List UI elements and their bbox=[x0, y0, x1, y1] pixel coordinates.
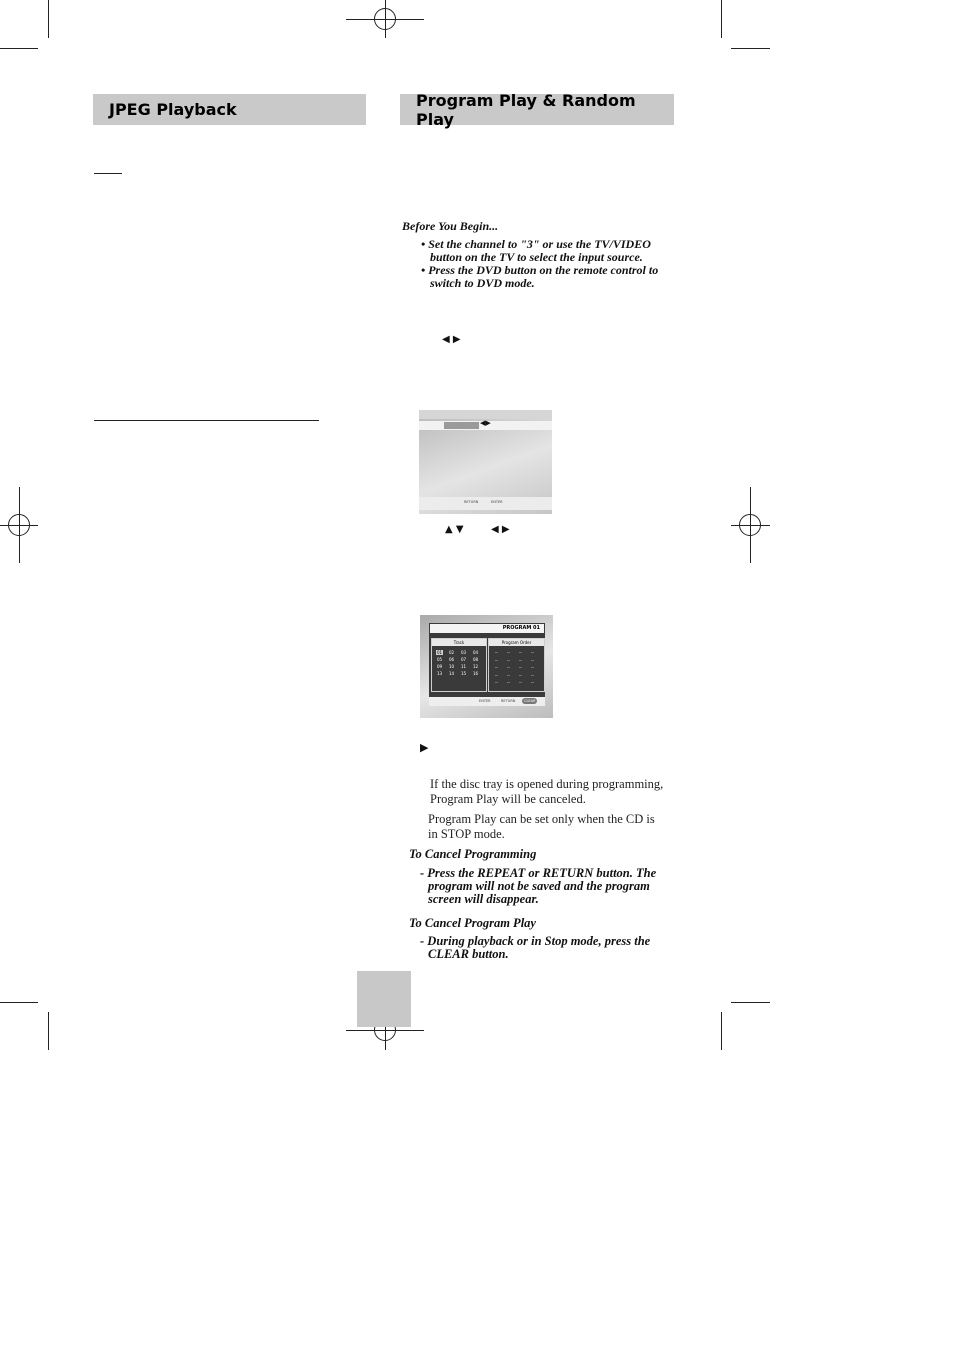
program-slot: -- bbox=[507, 680, 510, 685]
clear-footer-button: CLEAR bbox=[524, 699, 536, 703]
cancel-programming-text: - Press the REPEAT or RETURN button. The program will not be saved and the program screen will disappear. bbox=[420, 866, 657, 906]
screen-bottom-bar bbox=[419, 497, 552, 510]
left-right-arrows-icon: ◀ ▶ bbox=[442, 334, 461, 345]
program-slot: -- bbox=[519, 680, 522, 685]
option-arrows-icon: ◀▶ bbox=[480, 419, 491, 427]
program-slot: -- bbox=[507, 665, 510, 670]
program-slot: -- bbox=[519, 657, 522, 663]
jpeg-playback-header bbox=[93, 94, 366, 125]
program-slot: -- bbox=[531, 657, 534, 663]
short-divider bbox=[94, 173, 122, 174]
program-slot: -- bbox=[519, 672, 522, 678]
program-panel bbox=[429, 623, 545, 701]
track-number: 09 bbox=[437, 664, 443, 669]
program-slot: -- bbox=[507, 672, 510, 678]
program-footer-bar bbox=[429, 697, 545, 706]
jpeg-playback-title: JPEG Playback bbox=[109, 100, 237, 119]
program-order-box bbox=[488, 638, 545, 692]
track-number: 11 bbox=[461, 664, 467, 669]
track-box bbox=[431, 638, 487, 692]
program-slot: -- bbox=[495, 672, 498, 678]
program-slot: -- bbox=[519, 665, 522, 670]
track-number: 14 bbox=[449, 671, 455, 676]
program-slot: -- bbox=[531, 672, 534, 678]
track-number: 04 bbox=[473, 650, 479, 655]
track-number: 15 bbox=[461, 671, 467, 676]
cancel-programming-heading: To Cancel Programming bbox=[409, 847, 537, 861]
enter-label: ENTER bbox=[491, 500, 503, 504]
track-number: 12 bbox=[473, 664, 479, 669]
enter-footer-label: ENTER bbox=[479, 699, 491, 703]
return-label: RETURN bbox=[464, 500, 479, 504]
program-option-highlight bbox=[444, 422, 479, 429]
program-slot: -- bbox=[495, 665, 498, 670]
program-slot: -- bbox=[531, 665, 534, 670]
track-grid bbox=[436, 650, 484, 686]
program-title-bar bbox=[430, 624, 544, 633]
track-number: 02 bbox=[449, 650, 455, 655]
cancel-play-heading: To Cancel Program Play bbox=[409, 916, 536, 930]
return-footer-label: RETURN bbox=[501, 699, 516, 703]
track-number: 08 bbox=[473, 657, 479, 662]
program-mode-screen bbox=[419, 410, 552, 514]
note-stop-mode: Program Play can be set only when the CD is in STOP mode. bbox=[428, 812, 655, 841]
program-slot: -- bbox=[531, 680, 534, 685]
program-slot: -- bbox=[507, 650, 510, 655]
track-number: 05 bbox=[437, 657, 443, 662]
program-slot: -- bbox=[507, 657, 510, 663]
long-divider bbox=[94, 420, 319, 421]
program-title: PROGRAM 01 bbox=[502, 625, 540, 631]
track-number: 06 bbox=[449, 657, 455, 662]
note-tray-opened: If the disc tray is opened during programming, Program Play will be canceled. bbox=[430, 777, 664, 806]
track-number: 01 bbox=[437, 650, 443, 655]
up-down-arrows-icon: ▲ ▼ bbox=[445, 524, 464, 535]
program-order-header: Program Order bbox=[489, 639, 544, 646]
program-track-screen bbox=[420, 615, 553, 718]
program-slot: -- bbox=[495, 680, 498, 685]
program-order-grid bbox=[495, 650, 543, 688]
track-number: 03 bbox=[461, 650, 467, 655]
program-slot: -- bbox=[495, 650, 498, 655]
screen-option-bar bbox=[419, 421, 552, 430]
track-number: 07 bbox=[461, 657, 467, 662]
left-right-arrows-icon-2: ◀ ▶ bbox=[491, 524, 510, 535]
track-header: Track bbox=[432, 639, 486, 646]
program-play-header bbox=[400, 90, 674, 129]
before-you-begin-heading: Before You Begin... bbox=[402, 219, 499, 233]
track-number: 13 bbox=[437, 671, 443, 676]
track-number: 16 bbox=[473, 671, 479, 676]
cancel-play-text: - During playback or in Stop mode, press the CLEAR button. bbox=[420, 934, 651, 961]
program-slot: -- bbox=[519, 650, 522, 655]
track-number: 10 bbox=[449, 664, 455, 669]
program-play-title: Program Play & Random Play bbox=[416, 90, 636, 129]
bullet-channel: • Set the channel to "3" or use the TV/VIDEO button on the TV to select the input source. bbox=[421, 237, 651, 264]
screen-top-bar bbox=[419, 410, 552, 419]
page-number-block bbox=[357, 971, 411, 1027]
program-slot: -- bbox=[531, 650, 534, 655]
bullet-dvd-mode: • Press the DVD button on the remote control to switch to DVD mode. bbox=[421, 263, 659, 290]
play-arrow-icon: ▶ bbox=[420, 741, 429, 754]
program-slot: -- bbox=[495, 657, 498, 663]
